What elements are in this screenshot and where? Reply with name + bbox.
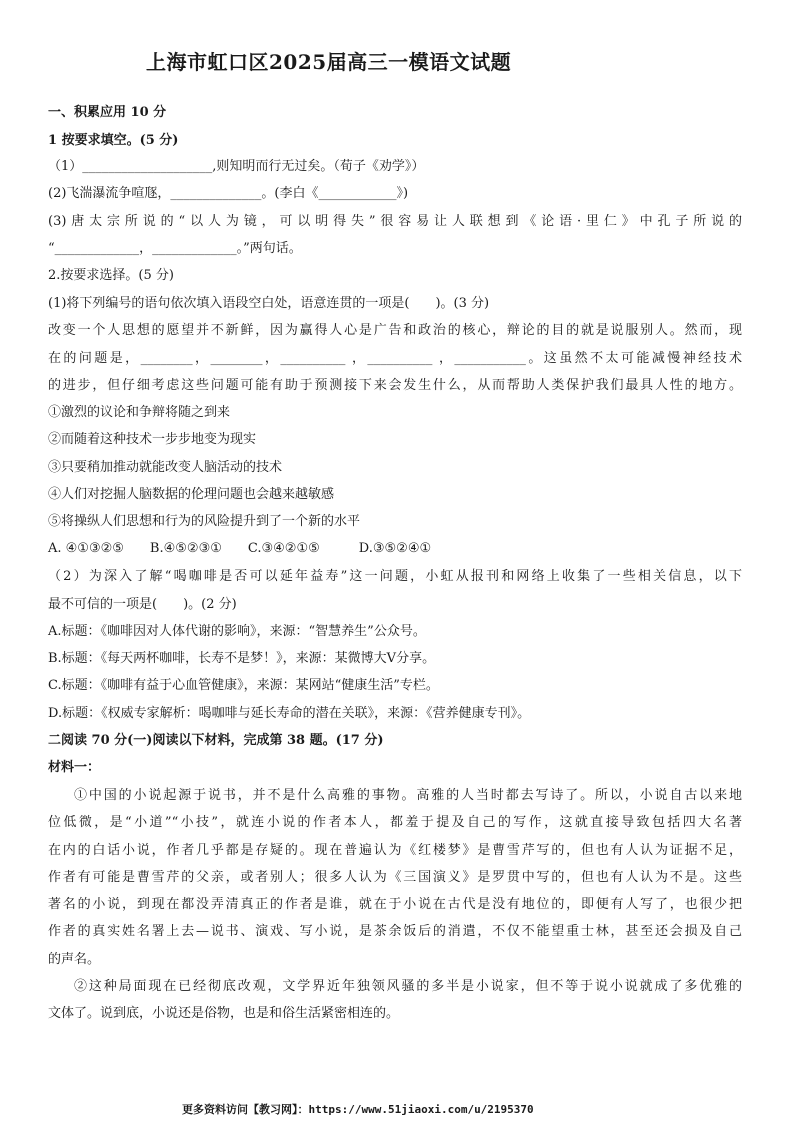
answer-choice-c: C.标题：《咖啡有益于心血管健康》，来源：某网站“健康生活”专栏。	[48, 678, 439, 693]
passage-line: 在的问题是，________，________，__________ ，__________ ，___________。这虽然不太可能减慢神经技术	[48, 351, 742, 366]
question-heading: 1 按要求填空。(5 分)	[48, 133, 179, 148]
question-text: 最不可信的一项是( )。(2 分)	[48, 597, 237, 612]
section-heading: 二阅读 70 分(一)阅读以下材料，完成第 38 题。(17 分)	[48, 733, 384, 748]
section-heading: 一、积累应用 10 分	[48, 105, 167, 120]
fill-blank-line: “_____________，_____________。”两句话。	[48, 241, 302, 256]
option-sentence: ①激烈的议论和争辩将随之到来	[48, 405, 231, 420]
question-text: (1)将下列编号的语句依次填入语段空白处，语意连贯的一项是( )。(3 分)	[48, 296, 490, 311]
option-sentence: ③只要稍加推动就能改变人脑活动的技术	[48, 460, 283, 475]
passage-line: 文体了。说到底，小说还是俗物，也是和俗生活紧密相连的。	[48, 1006, 400, 1021]
fill-blank-line: （1）____________________,则知明而行无过矣。（荀子《劝学》）	[48, 159, 425, 174]
passage-line: 的声名。	[48, 952, 101, 967]
answer-choice-d: D.标题：《权威专家解析：喝咖啡与延长寿命的潜在关联》，来源：《营养健康专刊》。	[48, 706, 531, 721]
option-sentence: ④人们对挖掘人脑数据的伦理问题也会越来越敏感	[48, 487, 335, 502]
option-sentence: ⑤将操纵人们思想和行为的风险提升到了一个新的水平	[48, 514, 361, 529]
passage-line: 的进步，但仔细考虑这些问题可能有助于预测接下来会发生什么，从而帮助人类保护我们最具人性的地方。	[48, 378, 742, 393]
passage-line: ①中国的小说起源于说书，并不是什么高雅的事物。高雅的人当时都去写诗了。所以，小说自古以来地	[74, 788, 742, 803]
page-title: 上海市虹口区2025届高三一模语文试题	[146, 50, 512, 74]
passage-line: 在内的白话小说，作者几乎都是存疑的。现在普遍认为《红楼梦》是曹雪芹写的，但也有人认为证据不足，	[48, 843, 742, 858]
passage-line: 位低微，是“小道”“小技”，就连小说的作者本人，都羞于提及自己的写作，这就直接导致包括四大名著	[48, 815, 742, 830]
fill-blank-line: (2)飞湍瀑流争喧豗，______________。(李白《____________》)	[48, 186, 409, 201]
passage-line: 著名的小说，到现在都没弄清真正的作者是谁，就在于小说在古代是没有地位的，即便有人写了，也很少把	[48, 897, 742, 912]
answer-choices: A. ④①③②⑤ B.④⑤②③① C.③④②①⑤ D.③⑤②④①	[48, 541, 432, 556]
passage-line: ②这种局面现在已经彻底改观，文学界近年独领风骚的多半是小说家，但不等于说小说就成了多优雅的	[74, 979, 742, 994]
option-sentence: ②而随着这种技术一步步地变为现实	[48, 432, 257, 447]
passage-line: 作者有可能是曹雪芹的父亲，或者别人；很多人认为《三国演义》是罗贯中写的，但也有人认为不是。这些	[48, 870, 742, 885]
answer-choice-a: A.标题：《咖啡因对人体代谢的影响》，来源：“智慧养生”公众号。	[48, 624, 426, 639]
passage-line: 作者的真实姓名署上去—说书、演戏、写小说，是茶余饭后的消遣，不仅不能望重士林，甚至还会损及自己	[48, 924, 742, 939]
material-heading: 材料一：	[48, 760, 101, 775]
question-heading: 2.按要求选择。(5 分)	[48, 268, 174, 283]
answer-choice-b: B.标题：《每天两杯咖啡，长寿不是梦！》，来源：某微博大V分享。	[48, 651, 436, 666]
fill-blank-line: (3)唐太宗所说的“以人为镜，可以明得失”很容易让人联想到《论语·里仁》中孔子所说的	[48, 214, 742, 229]
footer-link[interactable]: 更多资料访问【教习网】：https://www.51jiaoxi.com/u/2195370	[182, 1103, 534, 1116]
passage-line: 改变一个人思想的愿望并不新鲜，因为赢得人心是广告和政治的核心，辩论的目的就是说服别人。然而，现	[48, 323, 742, 338]
question-text: （2）为深入了解“喝咖啡是否可以延年益寿”这一问题，小虹从报刊和网络上收集了一些相关信息，以下	[48, 569, 742, 584]
